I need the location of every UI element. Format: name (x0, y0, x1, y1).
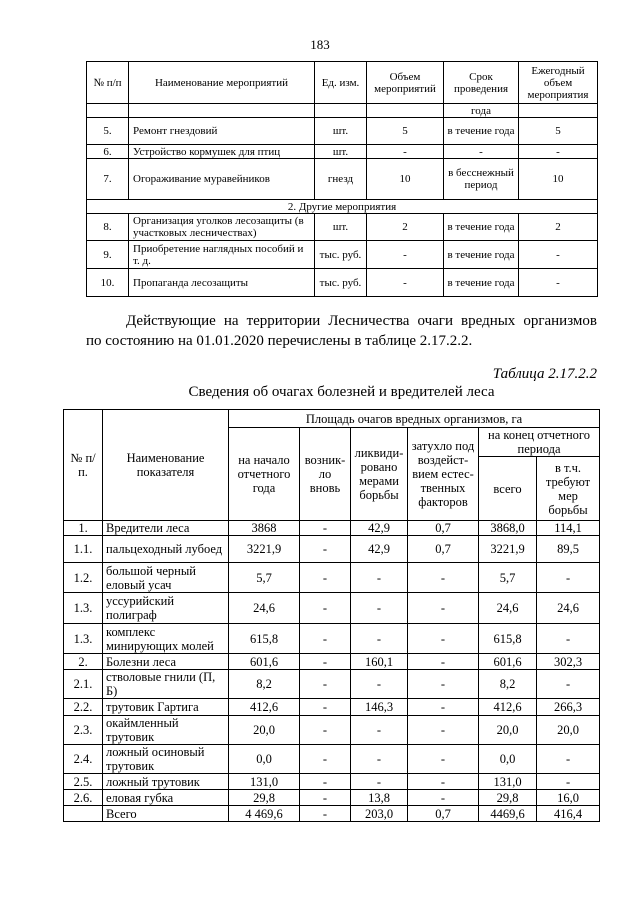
total-value: 3221,9 (479, 536, 537, 563)
row-number: 1.3. (64, 593, 103, 624)
row-number: 1.3. (64, 624, 103, 654)
need-measures-value: 114,1 (537, 521, 600, 536)
volume: - (367, 145, 444, 159)
annual-volume: 10 (519, 159, 598, 200)
faded-value: - (408, 563, 479, 593)
header-term: Срок проведения (444, 62, 519, 104)
indicator-name: ложный осиновый трутовик (103, 745, 229, 774)
paragraph-line-1: Действующие на территории Лесничества очаги вредных организмов (126, 313, 597, 329)
liquidated-value: 160,1 (351, 654, 408, 670)
total-value: 5,7 (479, 563, 537, 593)
unit: гнезд (315, 159, 367, 200)
new-value: - (300, 536, 351, 563)
header-number: № п/п. (64, 410, 103, 521)
header-unit: Ед. изм. (315, 62, 367, 104)
new-value: - (300, 563, 351, 593)
need-measures-value: 89,5 (537, 536, 600, 563)
total-value: 24,6 (479, 593, 537, 624)
volume: 10 (367, 159, 444, 200)
start-of-year-value: 29,8 (229, 790, 300, 806)
faded-value: - (408, 699, 479, 716)
volume: 5 (367, 118, 444, 145)
row-number: 2.1. (64, 670, 103, 699)
indicator-name: Вредители леса (103, 521, 229, 536)
new-value: - (300, 716, 351, 745)
unit (315, 104, 367, 118)
unit: шт. (315, 118, 367, 145)
new-value: - (300, 806, 351, 822)
table-row (64, 790, 600, 806)
liquidated-value: 42,9 (351, 536, 408, 563)
new-value: - (300, 790, 351, 806)
start-of-year-value: 412,6 (229, 699, 300, 716)
table-row (87, 118, 598, 145)
table-row (64, 521, 600, 536)
volume: - (367, 269, 444, 297)
row-number: 5. (87, 118, 129, 145)
annual-volume: - (519, 145, 598, 159)
need-measures-value: - (537, 774, 600, 790)
term: в течение года (444, 269, 519, 297)
term: в бесснежный период (444, 159, 519, 200)
row-number: 2. (64, 654, 103, 670)
foci-header-row-1 (64, 410, 600, 428)
total-value: 29,8 (479, 790, 537, 806)
need-measures-value: 24,6 (537, 593, 600, 624)
liquidated-value: 146,3 (351, 699, 408, 716)
row-number: 1.2. (64, 563, 103, 593)
volume: - (367, 241, 444, 269)
table-row (64, 806, 600, 822)
header-need-measures: в т.ч. требуют мер борьбы (537, 457, 600, 521)
new-value: - (300, 593, 351, 624)
paragraph-line-2: по состоянию на 01.01.2020 перечислены в таблице 2.17.2.2. (86, 333, 473, 349)
liquidated-value: - (351, 624, 408, 654)
row-number: 6. (87, 145, 129, 159)
indicator-name: Всего (103, 806, 229, 822)
measure-name: Пропаганда лесозащиты (129, 269, 315, 297)
header-annual-volume: Ежегодный объем мероприятия (519, 62, 598, 104)
header-total: всего (479, 457, 537, 521)
row-number (64, 806, 103, 822)
indicator-name: стволовые гнили (П, Б) (103, 670, 229, 699)
start-of-year-value: 3868 (229, 521, 300, 536)
total-value: 601,6 (479, 654, 537, 670)
table-row (87, 241, 598, 269)
indicator-name: еловая губка (103, 790, 229, 806)
new-value: - (300, 670, 351, 699)
section-row (87, 200, 598, 214)
row-number: 1.1. (64, 536, 103, 563)
new-value: - (300, 624, 351, 654)
need-measures-value: 416,4 (537, 806, 600, 822)
table-row (87, 269, 598, 297)
header-new: возник-ло вновь (300, 428, 351, 521)
unit: тыс. руб. (315, 241, 367, 269)
header-liquidated: ликвиди-ровано мерами борьбы (351, 428, 408, 521)
body-paragraph (86, 311, 597, 351)
new-value: - (300, 745, 351, 774)
start-of-year-value: 3221,9 (229, 536, 300, 563)
liquidated-value: - (351, 563, 408, 593)
liquidated-value: - (351, 670, 408, 699)
term: в течение года (444, 241, 519, 269)
row-number: 2.3. (64, 716, 103, 745)
annual-volume: 2 (519, 214, 598, 241)
total-value: 3868,0 (479, 521, 537, 536)
liquidated-value: - (351, 774, 408, 790)
measure-name: Устройство кормушек для птиц (129, 145, 315, 159)
start-of-year-value: 24,6 (229, 593, 300, 624)
measure-name: Организация уголков лесозащиты (в участковых лесничествах) (129, 214, 315, 241)
new-value: - (300, 654, 351, 670)
faded-value: 0,7 (408, 521, 479, 536)
table-row (87, 159, 598, 200)
indicator-name: ложный трутовик (103, 774, 229, 790)
row-number: 10. (87, 269, 129, 297)
measure-name: Ремонт гнездовий (129, 118, 315, 145)
table-label: Таблица 2.17.2.2 (492, 366, 597, 382)
annual-volume: - (519, 241, 598, 269)
need-measures-value: 16,0 (537, 790, 600, 806)
start-of-year-value: 4 469,6 (229, 806, 300, 822)
header-end-of-period: на конец отчетного периода (479, 428, 600, 457)
faded-value: - (408, 790, 479, 806)
term: - (444, 145, 519, 159)
row-number: 7. (87, 159, 129, 200)
total-value: 0,0 (479, 745, 537, 774)
row-number (87, 104, 129, 118)
volume: 2 (367, 214, 444, 241)
total-value: 131,0 (479, 774, 537, 790)
faded-value: - (408, 716, 479, 745)
table-row (64, 716, 600, 745)
start-of-year-value: 601,6 (229, 654, 300, 670)
liquidated-value: 42,9 (351, 521, 408, 536)
table-row (87, 145, 598, 159)
table-title: Сведения об очагах болезней и вредителей леса (188, 384, 495, 400)
total-value: 20,0 (479, 716, 537, 745)
faded-value: - (408, 745, 479, 774)
table-row (64, 654, 600, 670)
foci-table (63, 409, 600, 822)
new-value: - (300, 699, 351, 716)
need-measures-value: 20,0 (537, 716, 600, 745)
measures-table (86, 61, 598, 297)
indicator-name: трутовик Гартига (103, 699, 229, 716)
row-number: 2.6. (64, 790, 103, 806)
table-row (64, 563, 600, 593)
total-value: 4469,6 (479, 806, 537, 822)
table-row (87, 214, 598, 241)
unit: шт. (315, 214, 367, 241)
measure-name (129, 104, 315, 118)
need-measures-value: 302,3 (537, 654, 600, 670)
header-number: № п/п (87, 62, 129, 104)
row-number: 2.2. (64, 699, 103, 716)
measure-name: Приобретение наглядных пособий и т. д. (129, 241, 315, 269)
annual-volume (519, 104, 598, 118)
table-row (87, 104, 598, 118)
indicator-name: пальцеходный лубоед (103, 536, 229, 563)
row-number: 8. (87, 214, 129, 241)
row-number: 2.5. (64, 774, 103, 790)
volume (367, 104, 444, 118)
faded-value: - (408, 593, 479, 624)
liquidated-value: - (351, 716, 408, 745)
header-start-of-year: на начало отчетного года (229, 428, 300, 521)
table-row (64, 624, 600, 654)
term: в течение года (444, 118, 519, 145)
measures-table-header (87, 62, 598, 104)
indicator-name: Болезни леса (103, 654, 229, 670)
measure-name: Огораживание муравейников (129, 159, 315, 200)
new-value: - (300, 774, 351, 790)
total-value: 615,8 (479, 624, 537, 654)
total-value: 8,2 (479, 670, 537, 699)
start-of-year-value: 0,0 (229, 745, 300, 774)
faded-value: - (408, 654, 479, 670)
indicator-name: окаймленный трутовик (103, 716, 229, 745)
start-of-year-value: 20,0 (229, 716, 300, 745)
indicator-name: комплекс минирующих молей (103, 624, 229, 654)
need-measures-value: 266,3 (537, 699, 600, 716)
table-row (64, 536, 600, 563)
unit: тыс. руб. (315, 269, 367, 297)
table-row (64, 670, 600, 699)
table-row (64, 745, 600, 774)
liquidated-value: - (351, 593, 408, 624)
liquidated-value: 203,0 (351, 806, 408, 822)
need-measures-value: - (537, 563, 600, 593)
faded-value: - (408, 774, 479, 790)
header-area: Площадь очагов вредных организмов, га (229, 410, 600, 428)
faded-value: - (408, 670, 479, 699)
start-of-year-value: 131,0 (229, 774, 300, 790)
row-number: 2.4. (64, 745, 103, 774)
indicator-name: уссурийский полиграф (103, 593, 229, 624)
faded-value: 0,7 (408, 806, 479, 822)
page-number: 183 (310, 37, 330, 52)
table-row (64, 593, 600, 624)
need-measures-value: - (537, 670, 600, 699)
term: года (444, 104, 519, 118)
liquidated-value: 13,8 (351, 790, 408, 806)
row-number: 1. (64, 521, 103, 536)
liquidated-value: - (351, 745, 408, 774)
new-value: - (300, 521, 351, 536)
unit: шт. (315, 145, 367, 159)
header-faded: затухло под воздейст-вием естес-твенных факторов (408, 428, 479, 521)
table-row (64, 699, 600, 716)
faded-value: - (408, 624, 479, 654)
header-volume: Объем мероприятий (367, 62, 444, 104)
row-number: 9. (87, 241, 129, 269)
faded-value: 0,7 (408, 536, 479, 563)
start-of-year-value: 5,7 (229, 563, 300, 593)
annual-volume: 5 (519, 118, 598, 145)
need-measures-value: - (537, 624, 600, 654)
start-of-year-value: 615,8 (229, 624, 300, 654)
need-measures-value: - (537, 745, 600, 774)
header-indicator-name: Наименование показателя (103, 410, 229, 521)
annual-volume: - (519, 269, 598, 297)
indicator-name: большой черный еловый усач (103, 563, 229, 593)
start-of-year-value: 8,2 (229, 670, 300, 699)
table-row (64, 774, 600, 790)
header-measure-name: Наименование мероприятий (129, 62, 315, 104)
term: в течение года (444, 214, 519, 241)
section-title: 2. Другие мероприятия (87, 200, 598, 214)
total-value: 412,6 (479, 699, 537, 716)
